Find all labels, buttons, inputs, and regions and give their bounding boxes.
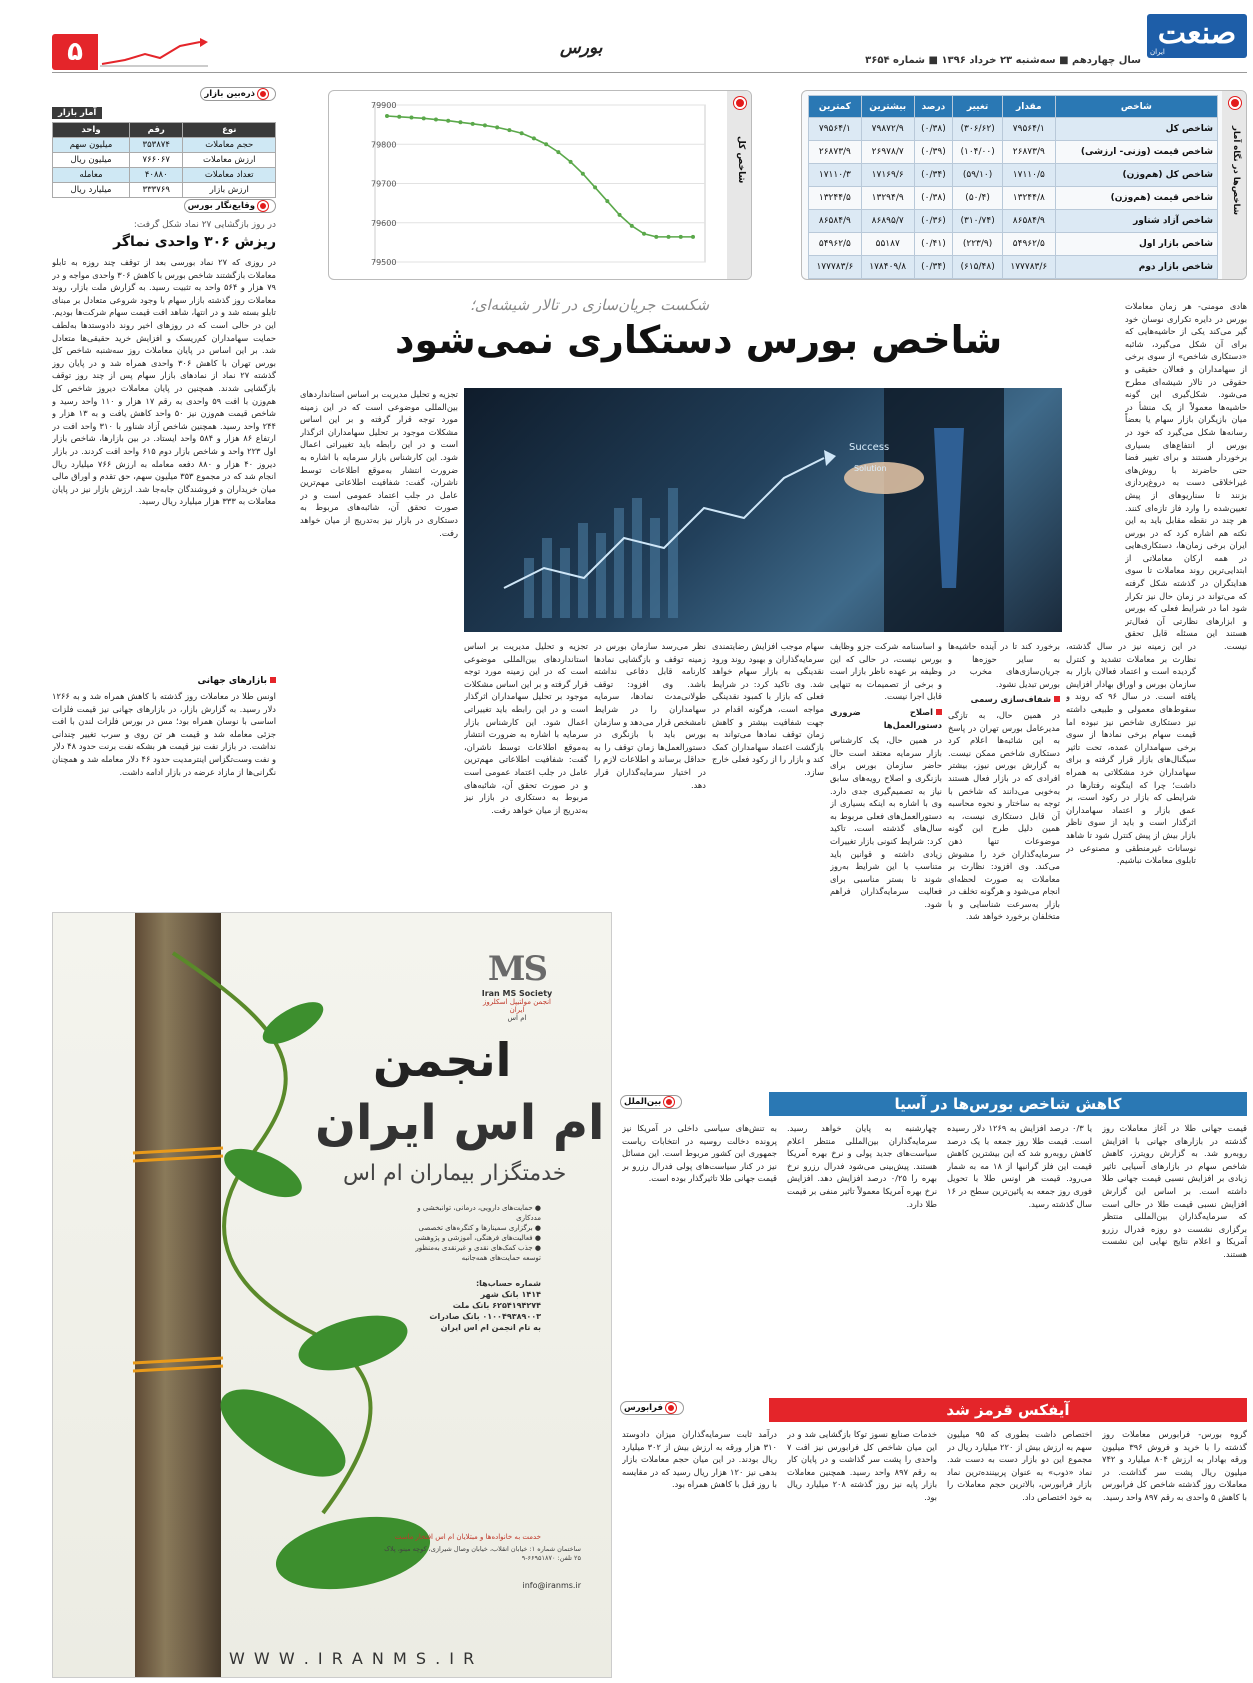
index-cell: (۰/۳۴) xyxy=(914,164,953,187)
col3-subhead: اصلاح ضروری دستورالعمل‌ها xyxy=(830,706,942,730)
tag-bourse-chronicle: وقایع‌نگار بورس xyxy=(184,199,276,213)
chart-point xyxy=(630,224,634,228)
main-col-6: تجزیه و تحلیل مدیریت بر اساس استانداردهای بین‌المللی موضوعی است که در این زمینه مورد توجه قرار گرفته و بر این اساس مشکلات موجود بر تحلیل سهامداران اثرگذار است و در این رابطه باید تغییراتی اعمال شود. این کارشناس بازار سرمایه با اشاره به ضرورت انتشار به‌موقع اطلاعات توسط ناشران، گفت: شفافیت اطلاعاتی مهم‌ترین عامل در جلب اعتماد عمومی است و در صورت تحقق آن، شائبه‌های مربوط به دستکاری در بازار نیز به‌تدریج از میان خواهد رفت. xyxy=(464,641,588,815)
asia-title: کاهش شاخص بورس‌ها در آسیا xyxy=(769,1092,1247,1116)
hero-word-solution: Solution xyxy=(854,464,887,473)
chart-y-tick-label: 79700 xyxy=(371,179,397,189)
side-article-title: ریزش ۳۰۶ واحدی نماگر xyxy=(113,234,276,250)
index-cell: ۵۵۱۸۷ xyxy=(861,233,914,256)
index-cell: ۷۹۵۶۴/۱ xyxy=(1002,118,1055,141)
chart-point xyxy=(605,199,609,203)
index-cell: (۰/۳۶) xyxy=(914,210,953,233)
chart-y-tick-label: 79800 xyxy=(371,140,397,150)
chart-point xyxy=(434,118,438,122)
stats-cell: ۳۳۳۷۶۹ xyxy=(130,183,183,198)
index-cell: ۲۶۸۷۳/۹ xyxy=(1002,141,1055,164)
logo: صنعت ایران xyxy=(1147,14,1247,58)
asia-col-1: قیمت جهانی طلا در آغاز معاملات روز گذشته در بازارهای جهانی با افزایش روبه‌رو شد. به گزارش رویترز، کاهش شاخص سهام در بازارهای آسیایی تاثیر زیادی بر افزایش نسبی قیمت جهانی طلا داشته است. بر اساس این گزارش افزایش نسبی قیمت طلا در حالی است که سرمایه‌گذاران بین‌المللی منتظر برگزاری نشست دو روزه فدرال رزرو آمریکا و اعلام نتایج نهایی این نشست هستند. xyxy=(1102,1123,1247,1259)
stats-cell: میلیون ریال xyxy=(53,153,130,168)
index-row xyxy=(809,187,1218,210)
index-cell: ۸۶۵۸۴/۹ xyxy=(809,210,862,233)
chart-point xyxy=(667,235,671,239)
ifex-col-1: گروه بورس- فرابورس معاملات روز گذشته را با خرید و فروش ۳۹۶ میلیون ورقه بهادار به ارزش ۸۰۴ میلیارد و ۷۴۲ میلیون ریال پشت سر گذاشت. در معاملات روز گذشته شاخص کل فرابورس با کاهش ۵ واحدی به رقم ۸۹۷ واحد رسید. xyxy=(1102,1429,1247,1502)
ad-bullet: ● فعالیت‌های فرهنگی، آموزشی و پژوهشی xyxy=(414,1234,541,1242)
chart-point xyxy=(691,235,695,239)
chart-y-tick-label: 79900 xyxy=(371,101,397,110)
index-cell: ۱۷۱۱۰/۳ xyxy=(809,164,862,187)
red-dot-icon xyxy=(258,89,268,99)
index-cell: ۱۷۱۱۰/۵ xyxy=(1002,164,1055,187)
index-col-header: شاخص xyxy=(1055,96,1217,118)
index-col-header: بیشترین xyxy=(861,96,914,118)
index-cell: شاخص قیمت (هم‌وزن) xyxy=(1055,187,1217,210)
chart-point xyxy=(581,172,585,176)
index-cell: ۱۳۲۴۴/۸ xyxy=(1002,187,1055,210)
market-stats-title: آمار بازار xyxy=(52,107,102,119)
chart-point xyxy=(654,235,658,239)
main-col-2: برخورد کند تا در آینده حاشیه‌ها به سایر حوزه‌ها و جریان‌سازی‌های مخرب در بورس تبدیل نشود. شفاف‌سازی رسمی در همین حال، به تازگی مدیرعامل بورس تهران در پاسخ به این شائبه‌ها اعلام کرد دستکاری شاخص ممکن نیست. به گزارش بورس نیوز، بیشتر افرادی که در بازار فعال هستند به‌خوبی می‌دانند که شاخص با توجه به ساختار و نحوه محاسبه آن قابل دستکاری نیست، به همین دلیل طرح این گونه موضوعات تنها ذهن سرمایه‌گذاران خرد را مشوش می‌کند. وی افزود: نظارت بر معاملات به صورت لحظه‌ای انجام می‌شود و هرگونه تخلف در بازار به‌سرعت شناسایی و با متخلفان برخورد خواهد شد. xyxy=(948,641,1060,922)
chart-point xyxy=(409,116,413,120)
ad-bullets xyxy=(401,1203,541,1263)
ifex-title: آیفکس قرمز شد xyxy=(769,1398,1247,1422)
index-cell: (۰/۴۱) xyxy=(914,233,953,256)
ad-big-2: ام اس ایران xyxy=(315,1095,605,1151)
stats-col-header: نوع xyxy=(183,123,276,138)
ad-email: info@iranms.ir xyxy=(522,1581,581,1590)
index-cell: (۳۰۶/۶۲) xyxy=(953,118,1003,141)
asia-col-2: یا ۰/۳ درصد افزایش به ۱۲۶۹ دلار رسیده است. قیمت طلا روز جمعه با یک درصد کاهش روبه‌رو شد که این بیشترین کاهش قیمت این فلز گرانبها از ۱۸ مه به شمار می‌رود. قیمت هر اونس طلا با تحویل فوری روز جمعه به پائین‌ترین سطح در ۱۶ سال گذشته رسید. xyxy=(947,1123,1092,1209)
main-col-left-top: تجزیه و تحلیل مدیریت بر اساس استانداردهای بین‌المللی موضوعی است که در این زمینه مورد توجه قرار گرفته و بر این اساس مشکلات موجود بر تحلیل سهامداران اثرگذار است و در این رابطه باید تغییراتی اعمال شود. این کارشناس بازار سرمایه با اشاره به ضرورت انتشار به‌موقع اطلاعات توسط ناشران، گفت: شفافیت اطلاعاتی مهم‌ترین عامل در جلب اعتماد عمومی است و در صورت تحقق آن، شائبه‌های مربوط به دستکاری در بازار نیز به‌تدریج از میان خواهد رفت. xyxy=(300,389,458,538)
index-cell: (۲۲۳/۹) xyxy=(953,233,1003,256)
index-cell: ۱۷۸۴۰۹/۸ xyxy=(861,256,914,279)
ad-bullet: ● حمایت‌های دارویی، درمانی، توانبخشی و مددکاری xyxy=(417,1204,541,1222)
chart-point xyxy=(593,185,597,189)
side-article-body: در روزی که ۲۷ نماد بورسی بعد از توقف چند روزه به تابلو معاملات بازگشتند شاخص بورس با کاهش ۳۰۶ واحدی مواجه و در ۷۹ هزار و ۵۶۴ واحد به تثبیت رسید. به گزارش ملت بازار، روند معاملات روز گذشته بازار سهام با وجود شروعی متعادل بر مبنای تابلو بسته شد و در انتها، شاهد افت قیمت سهام شرکت‌ها بودیم. این در حالی است که در روزهای اخیر روند دادوستدها به‌لطف حمایت سهامداران کم‌ریسک و افزایش خرید حقیقی‌ها متعادل شد. بر این اساس در پایان معاملات روز سه‌شنبه شاخص کل بورس تهران با کاهش ۳۰۶ واحدی همراه شد و در پایان روز گذشته ۲۷ نماد از نمادهای بازار سهام پس از چند روز توقف بازگشایی شدند. همچنین در پایان معاملات دیروز شاخص کل هم‌وزن با افت ۵۹ واحدی به رقم ۱۷ هزار و ۱۱۰ واحد رسید و شاخص قیمت هم‌وزن نیز ۵۰ واحد کاهش یافت و به ۱۳ هزار و ۲۴۴ واحد رسید. همچنین شاخص آزاد شناور با ۳۱۰ واحد افت در ارتفاع ۸۶ هزار و ۵۸۴ واحد ایستاد. در بین بازارها، شاخص بازار اول ۲۲۳ واحد و شاخص بازار دوم ۶۱۵ واحد افت کردند. در بازار دیروز ۴۰ هزار و ۸۸۰ دفعه معامله به ارزش ۷۶۶ میلیارد ریال انجام شد که در مجموع ۳۵۳ میلیون سهم، حق تقدم و اوراق مالی میان خریداران و فروشندگان جابه‌جا شد. ارزش بازار نیز در پایان معاملات به ۳۳۳ هزار میلیارد ریال رسید. xyxy=(52,257,276,507)
index-row xyxy=(809,141,1218,164)
side-article xyxy=(52,196,276,796)
index-cell: (۰/۳۸) xyxy=(914,187,953,210)
chart-point xyxy=(532,136,536,140)
chart-point xyxy=(618,213,622,217)
chart-point xyxy=(422,116,426,120)
index-cell: ۱۳۲۹۴/۹ xyxy=(861,187,914,210)
index-cell: ۱۷۷۷۸۳/۶ xyxy=(809,256,862,279)
asia-col-3: چهارشنبه به پایان خواهد رسید. سرمایه‌گذاران بین‌المللی منتظر اعلام سیاست‌های جدید پولی و نرخ بهره آمریکا هستند. پیش‌بینی می‌شود فدرال رزرو نرخ بهره را ۰/۲۵ درصد افزایش دهد. افزایش نرخ بهره آمریکا معمولاً تاثیر منفی بر قیمت طلا دارد. xyxy=(787,1123,937,1209)
masthead xyxy=(0,0,1253,78)
stats-cell: ۴۰۸۸۰ xyxy=(130,168,183,183)
ad-accounts: شماره حساب‌ها: ۱۴۱۴ بانک شهر ۶۲۵۴۱۹۴۲۷۴ بانک ملت ۰۱۰۰۴۹۳۸۹۰۰۳ بانک صادرات به نام انجمن ام اس ایران xyxy=(429,1279,541,1332)
stats-cell: ارزش معاملات xyxy=(183,153,276,168)
market-stats-table xyxy=(52,122,276,198)
index-cell: (۶۱۵/۴۸) xyxy=(953,256,1003,279)
main-col-4: سهام موجب افزایش رضایتمندی سرمایه‌گذاران و بهبود روند ورود نقدینگی به بازار سهام خواهد شد. وی تاکید کرد: در شرایط فعلی که بازار با کمبود نقدینگی مواجه است، هرگونه اقدام در جهت شفافیت بیشتر و کاهش زمان توقف نمادها می‌تواند به بازگشت اعتماد سهامداران کمک کند و بازار را از رکود فعلی خارج سازد. xyxy=(712,641,824,777)
chart-point xyxy=(483,123,487,127)
index-cell: ۱۷۷۷۸۳/۶ xyxy=(1002,256,1055,279)
stats-row xyxy=(53,153,276,168)
chart-point xyxy=(679,235,683,239)
index-cell: (۰/۳۹) xyxy=(914,141,953,164)
index-cell: ۸۶۸۹۵/۷ xyxy=(861,210,914,233)
ms-logo: MS Iran MS Society انجمن مولتیپل اسکلروز ایران ام اس xyxy=(477,949,557,1022)
red-dot-icon xyxy=(258,201,268,211)
hero-image xyxy=(464,388,1062,632)
index-cell: شاخص قیمت (وزنی- ارزشی) xyxy=(1055,141,1217,164)
ms-society-ad xyxy=(52,912,612,1678)
chart-box xyxy=(328,90,752,280)
index-cell: شاخص آزاد شناور xyxy=(1055,210,1217,233)
ms-org-en: Iran MS Society xyxy=(481,989,553,998)
ms-org-fa-sub: ام اس xyxy=(507,1014,527,1022)
stats-cell: ارزش بازار xyxy=(183,183,276,198)
issue-line: سال چهاردهم ■ سه‌شنبه ۲۳ خرداد ۱۳۹۶ ■ شماره ۳۶۵۴ xyxy=(865,55,1141,66)
index-cell: (۵۰/۴) xyxy=(953,187,1003,210)
index-row xyxy=(809,256,1218,279)
red-dot-icon xyxy=(734,97,746,109)
index-cell: ۲۶۹۷۸/۷ xyxy=(861,141,914,164)
chart-point xyxy=(520,131,524,135)
tag-farabourse: فرابورس xyxy=(620,1401,684,1415)
chart-title: شاخص کل xyxy=(736,136,746,184)
stats-col-header: واحد xyxy=(53,123,130,138)
chart-point xyxy=(385,114,389,118)
section-title: بورس xyxy=(560,38,603,58)
ad-bullet: ● برگزاری سمینارها و کنگره‌های تخصصی xyxy=(418,1224,541,1232)
main-col-1-cont: در این زمینه نیز در سال گذشته، نظارت بر معاملات تشدید و کنترل گردیده است و اعتماد فعالان بازار به سازمان بورس و اوراق بهادار افزایش یافته است. در سال ۹۶ که روند و سقوط‌های معمولی و طبیعی داشته نیز دستکاری شاخص نیز نبوده اما قیمت سهام برخی نمادها از سوی برخی سهامداران عمده، تحت تاثیر سیگنال‌های بازار قرار گرفته و برای سهامداران خرد مشکلاتی به همراه داشت؛ چرا که اینگونه رفتارها در شرایطی که بازار در رکود است، بر عمق بازار و اعتماد سهامداران اثرگذار است و باید از سوی ناظر بازار بیش از پیش کنترل شود تا شاهد نوسانات غیرمنطقی و مصنوعی در تابلوی معاملات نباشیم. xyxy=(1066,641,1196,866)
chart-series-line xyxy=(387,116,693,237)
index-cell: ۵۴۹۶۲/۵ xyxy=(1002,233,1055,256)
ad-footnote: خدمت به خانواده‌ها و مبتلایان ام اس افتخار ماست xyxy=(394,1533,541,1541)
stats-cell: میلیون سهم xyxy=(53,138,130,153)
index-cell: شاخص کل xyxy=(1055,118,1217,141)
index-col-header: کمترین xyxy=(809,96,862,118)
asia-article xyxy=(620,1092,1247,1382)
ifex-col-2: اختصاص داشت بطوری که ۹۵ میلیون سهم به ارزش بیش از ۲۲۰ میلیارد ریال در مجموع این دو بازار دست به دست شد. نماد «ذوب» به عنوان پربیننده‌ترین نماد بازار فرابورس، بالاترین حجم معاملات را به خود اختصاص داد. xyxy=(947,1429,1092,1502)
index-cell: ۷۹۸۷۲/۹ xyxy=(861,118,914,141)
ifex-article xyxy=(620,1398,1247,1678)
asia-col-4: به تنش‌های سیاسی داخلی در آمریکا نیز پرونده دخالت روسیه در انتخابات ریاست جمهوری این کشور مربوط است. این مسائل نیز در کنار سیاست‌های پولی فدرال رزرو بر قیمت جهانی طلا تاثیرگذار بوده است. xyxy=(622,1123,777,1184)
index-cell: (۳۱۰/۷۴) xyxy=(953,210,1003,233)
stats-cell: حجم معاملات xyxy=(183,138,276,153)
stats-cell: تعداد معاملات xyxy=(183,168,276,183)
index-cell: شاخص بازار اول xyxy=(1055,233,1217,256)
side-article-kicker: در روز بازگشایی ۲۷ نماد شکل گرفت: xyxy=(133,220,276,230)
index-cell: شاخص کل (هم‌وزن) xyxy=(1055,164,1217,187)
stats-row xyxy=(53,138,276,153)
chart-point xyxy=(495,125,499,129)
main-col-5: نظر می‌رسد سازمان بورس در زمینه توقف و بازگشایی نمادها کارنامه قابل دفاعی نداشته باشد. وی افزود: توقف طولانی‌مدت نمادها، سرمایه سهامداران را در شرایط نامشخص قرار می‌دهد و سازمان بورس باید با بازنگری در دستورالعمل‌ها زمان توقف را به حداقل برساند و اطلاعات لازم را در اختیار سرمایه‌گذاران قرار دهد. xyxy=(594,641,706,790)
index-cell: شاخص بازار دوم xyxy=(1055,256,1217,279)
index-cell: ۱۷۱۶۹/۶ xyxy=(861,164,914,187)
index-table xyxy=(808,95,1218,279)
index-row xyxy=(809,233,1218,256)
stats-cell: میلیارد ریال xyxy=(53,183,130,198)
main-kicker: شکست جریان‌سازی در تالار شیشه‌ای؛ xyxy=(470,296,710,314)
side-article-body-2: اونس طلا در معاملات روز گذشته با کاهش همراه شد و به ۱۲۶۶ دلار رسید. به گزارش بازار، در بازارهای جهانی نیز قیمت فلزات اساسی با نوسان همراه بود؛ مس در بورس فلزات لندن با افت جزئی معامله شد و قیمت هر تن روی و سرب تغییر چندانی نداشت. در بازار نفت نیز قیمت هر بشکه نفت برنت حدود ۴۸ دلار و نفت وست‌تگزاس اینترمدیت حدود ۴۶ دلار معامله شد و همچنان نگرانی‌ها از مازاد عرضه در بازار ادامه داشت. xyxy=(52,691,276,777)
ad-tagline: خدمتگزار بیماران ام اس xyxy=(343,1161,567,1186)
index-col-header: مقدار xyxy=(1002,96,1055,118)
red-dot-icon xyxy=(664,1097,674,1107)
ad-address: ساختمان شماره ۱: خیابان انقلاب، خیابان وصال شیرازی، کوچه مینو، پلاک ۲۵ تلفن: ۶۶۹۵۱۸۷۰-۹ xyxy=(384,1545,581,1562)
tag-market-lens: ذره‌بین بازار xyxy=(200,87,276,101)
index-cell: ۸۶۵۸۴/۹ xyxy=(1002,210,1055,233)
market-stats-box xyxy=(52,84,276,195)
ad-big-1: انجمن xyxy=(373,1033,512,1087)
index-cell: (۰/۳۴) xyxy=(914,256,953,279)
index-row xyxy=(809,164,1218,187)
index-cell: (۵۹/۱۰) xyxy=(953,164,1003,187)
red-dot-icon xyxy=(1229,97,1241,109)
index-table-box xyxy=(801,90,1247,280)
chart-point xyxy=(544,142,548,146)
ad-bullet: ● جذب کمک‌های نقدی و غیرنقدی به‌منظور توسعه حمایت‌های همه‌جانبه xyxy=(415,1244,541,1262)
chart-point xyxy=(446,119,450,123)
line-chart xyxy=(335,97,723,273)
stats-cell: ۷۶۶۰۶۷ xyxy=(130,153,183,168)
page-number-badge: ۵ xyxy=(52,34,98,70)
index-col-header: درصد xyxy=(914,96,953,118)
main-col-1: هادی مومنی- هر زمان معاملات بورس در دایره تکراری نوسان خود گیر می‌کند یکی از حاشیه‌هایی که برای آن شکل می‌گیرد، شائبه «دستکاری شاخص» از سوی برخی از سهامداران و فعالان حقیقی و حقوقی در تالار شیشه‌ای مطرح می‌شود. شکل‌گیری این گونه حاشیه‌ها معمولاً از یک منشأ در میان بازیگران بازار سهام یا بعضاً رسانه‌ها شکل می‌گیرد که خود در بورس از انتفاع‌های بسیاری برخوردار هستند و برای تغییر فضا حتی حاضرند با روش‌های غیراخلاقی دست به دروغ‌پردازی بزنند تا سناریوهای از پیش تعیین‌شده را وارد فاز تازه‌ای کنند. هر چند در نقطه مقابل باید به این نکته هم اشاره کرد که در بورس ایران برخی زمان‌ها، دستکاری‌هایی در همه ارکان معاملاتی از ابتدایی‌ترین روند معاملات تا سوی هدایتگران در گذشته شکل گرفته که می‌تواند در زمان حال نیز تکرار شود اما در شرایط فعلی که بورس و ابزارهای نظارتی آن فعال‌تر هستند این مسئله قابل تحقق نیست. xyxy=(1125,301,1247,652)
stats-row xyxy=(53,168,276,183)
index-cell: ۷۹۵۶۴/۱ xyxy=(809,118,862,141)
index-row xyxy=(809,118,1218,141)
side-article-subhead: بازارهای جهانی xyxy=(198,676,277,686)
ifex-col-3: خدمات صنایع نسوز توکا بازگشایی شد و در این میان شاخص کل فرابورس نیز افت ۷ واحدی را پشت سر گذاشت و در پایان کار به رقم ۸۹۷ واحد رسید. همچنین معاملات بازار پایه نیز روز گذشته ۲۰۸ میلیارد ریال بود. xyxy=(787,1429,937,1502)
chart-point xyxy=(471,122,475,126)
chart-point xyxy=(556,150,560,154)
index-cell: (۱۰۴/۰۰) xyxy=(953,141,1003,164)
chart-y-tick-label: 79500 xyxy=(371,258,397,267)
stats-col-header: رقم xyxy=(130,123,183,138)
index-cell: ۲۶۸۷۳/۹ xyxy=(809,141,862,164)
hero-word-success: Success xyxy=(849,442,890,453)
chart-point xyxy=(458,120,462,124)
red-dot-icon xyxy=(666,1403,676,1413)
index-side-label: شاخص‌ها در نگاه آمار xyxy=(1222,91,1246,279)
chart-point xyxy=(507,128,511,132)
ifex-col-4: درآمد ثابت سرمایه‌گذاران میزان دادوستد ۳۱۰ هزار ورقه به ارزش بیش از ۳۰۲ میلیارد ریال بودند. در این میان حجم معاملات بازار بدهی نیز ۱۲۰ هزار ریال رسید که در مقایسه با روز قبل با کاهش همراه بود. xyxy=(622,1429,777,1490)
ms-org-fa: انجمن مولتیپل اسکلروز ایران xyxy=(483,998,551,1014)
trend-arrow-icon xyxy=(100,36,210,68)
col2-subhead: شفاف‌سازی رسمی xyxy=(970,694,1051,705)
index-cell: ۵۴۹۶۲/۵ xyxy=(809,233,862,256)
ad-url[interactable]: W W W . I R A N M S . I R xyxy=(229,1649,477,1668)
index-cell: ۱۳۲۴۴/۵ xyxy=(809,187,862,210)
index-row xyxy=(809,210,1218,233)
main-headline: شاخص بورس دستکاری نمی‌شود xyxy=(395,318,1003,362)
chart-point xyxy=(397,115,401,119)
stats-cell: معامله xyxy=(53,168,130,183)
main-col-3: و اساسنامه شرکت جزو وظایف بورس نیست، در حالی که این وظیفه بر عهده ناظر بازار است و برخی از تصمیمات به تنهایی قابل اجرا نیست. اصلاح ضروری دستورالعمل‌ها در همین حال، یک کارشناس بازار سرمایه معتقد است حال حاضر سازمان بورس برای بازنگری و اصلاح رویه‌های سابق نیاز به تصمیم‌گیری جدی دارد. وی با اشاره به اینکه بسیاری از دستورالعمل‌های فعلی مربوط به سال‌های گذشته است، تاکید کرد: شرایط کنونی بازار تغییرات زیادی داشته و قوانین باید متناسب با این شرایط به‌روز شوند تا بستر مناسبی برای فعالیت سرمایه‌گذاران فراهم شود. xyxy=(830,641,942,909)
tag-international: بین‌الملل xyxy=(620,1095,682,1109)
chart-side-label xyxy=(727,91,751,279)
chart-point xyxy=(569,160,573,164)
chart-y-tick-label: 79600 xyxy=(371,218,397,228)
index-col-header: تغییر xyxy=(953,96,1003,118)
index-cell: (۰/۳۸) xyxy=(914,118,953,141)
chart-point xyxy=(642,232,646,236)
business-graph-illustration xyxy=(464,388,1062,632)
stats-cell: ۳۵۳۸۷۴ xyxy=(130,138,183,153)
